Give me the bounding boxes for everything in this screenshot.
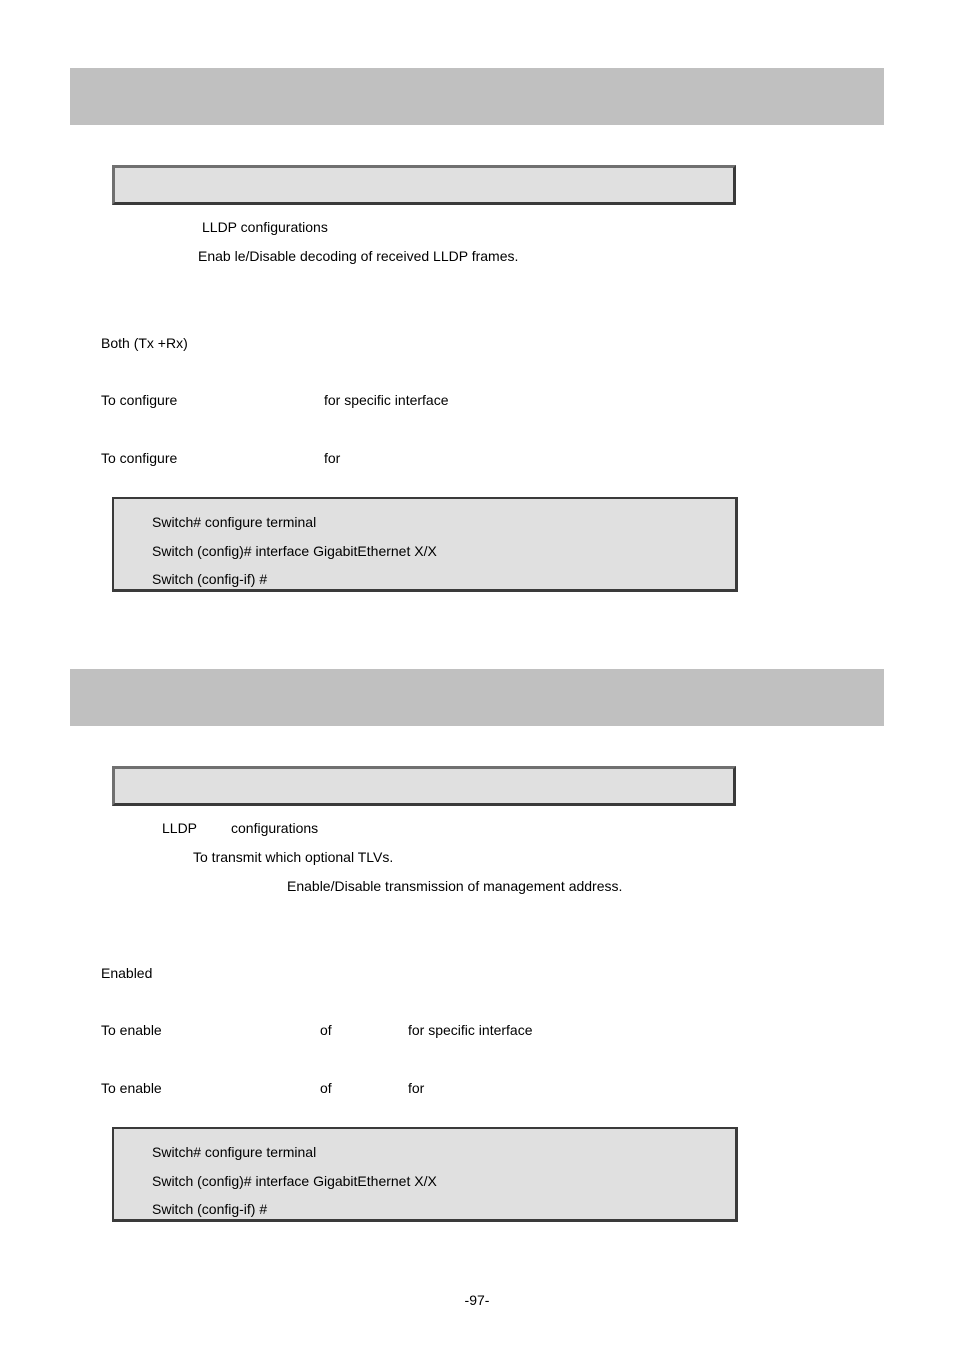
usage-guide-text: To configure xyxy=(101,392,178,408)
command-syntax-box xyxy=(112,766,736,806)
example-line: Switch (config-if) # xyxy=(152,1201,268,1217)
example-code-box xyxy=(112,1127,738,1222)
usage-guide-text: for xyxy=(408,1080,425,1096)
usage-guide-text: To enable xyxy=(101,1080,162,1096)
command-mode-label: configurations xyxy=(231,820,319,836)
example-code-box xyxy=(112,497,738,592)
usage-guide-text: for specific interface xyxy=(324,392,449,408)
default-value: Enabled xyxy=(101,965,153,981)
example-line: Switch# configure terminal xyxy=(152,514,317,530)
example-line: Switch# configure terminal xyxy=(152,1144,317,1160)
page-number: -97- xyxy=(464,1292,490,1308)
section-header-bar xyxy=(70,68,884,125)
usage-guide-text: for specific interface xyxy=(408,1022,533,1038)
command-mode-label: LLDP configurations xyxy=(202,219,328,235)
usage-guide-text: To configure xyxy=(101,450,178,466)
parameter-description: Enab le/Disable decoding of received LLDP frames. xyxy=(198,248,519,264)
usage-guide-text: of xyxy=(320,1022,332,1038)
example-line: Switch (config)# interface GigabitEthernet X/X xyxy=(152,1173,437,1189)
parameter-description: To transmit which optional TLVs. xyxy=(193,849,394,865)
usage-guide-text: To enable xyxy=(101,1022,162,1038)
parameter-description: Enable/Disable transmission of management address. xyxy=(287,878,623,894)
usage-guide-text: for xyxy=(324,450,341,466)
example-line: Switch (config-if) # xyxy=(152,571,268,587)
command-mode-label: LLDP xyxy=(162,820,198,836)
example-line: Switch (config)# interface GigabitEthernet X/X xyxy=(152,543,437,559)
default-value: Both (Tx +Rx) xyxy=(101,335,188,351)
section-header-bar xyxy=(70,669,884,726)
usage-guide-text: of xyxy=(320,1080,332,1096)
command-syntax-box xyxy=(112,165,736,205)
